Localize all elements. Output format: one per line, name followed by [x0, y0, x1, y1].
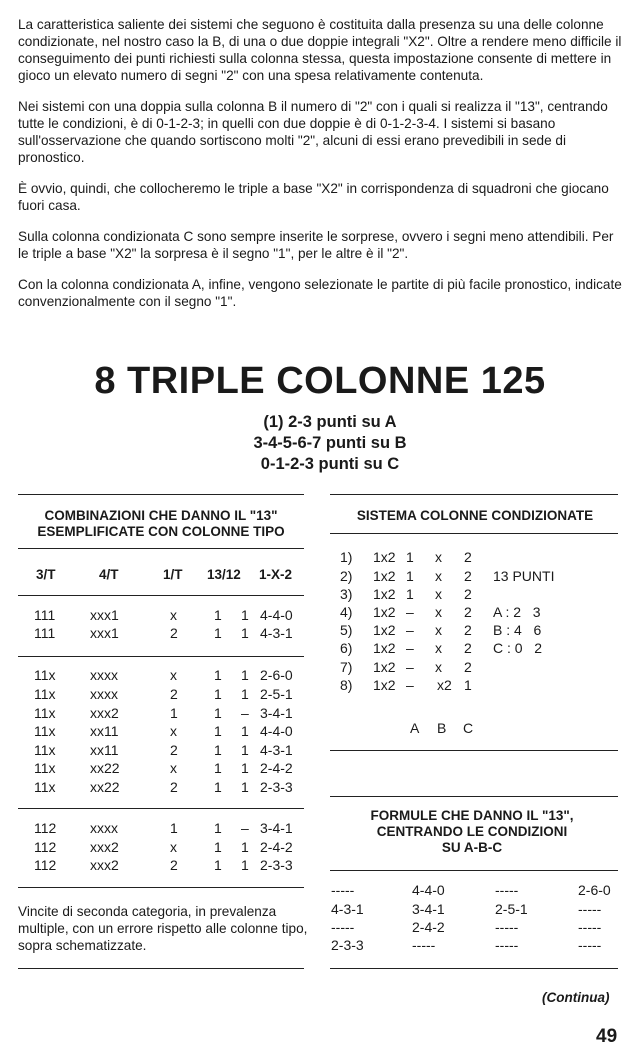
divider	[330, 494, 618, 495]
divider	[18, 808, 304, 809]
divider	[330, 870, 618, 871]
table-row: 11x xx22 2 1 1 2-3-3	[34, 779, 293, 795]
table-row: 112 xxxx 1 1 – 3-4-1	[34, 820, 293, 836]
system-row: 8) 1x2 – x2 1	[340, 677, 472, 693]
system-row: 4) 1x2 – x 2 A : 2 3	[340, 604, 541, 620]
formule-cell: 4-3-1	[331, 901, 364, 917]
divider	[18, 595, 304, 596]
header-4t: 4/T	[99, 567, 119, 582]
header-1x2: 1-X-2	[259, 567, 293, 582]
formule-cell: -----	[412, 937, 436, 953]
system-row: 5) 1x2 – x 2 B : 4 6	[340, 622, 542, 638]
column-label-c: C	[463, 720, 474, 736]
formule-cell: -----	[495, 919, 519, 935]
intro-text	[18, 16, 624, 324]
table-row: 111 xxx1 x 1 1 4-4-0	[34, 607, 293, 623]
table-row: 11x xxxx x 1 1 2-6-0	[34, 667, 293, 683]
intro-paragraph: Sulla colonna condizionata C sono sempre inserite le sorprese, ovvero i segni meno attendibili. Per le triple a base "X2" la sorpresa è il segno "1", per le altre è il "2".	[18, 229, 614, 261]
formule-cell: 3-4-1	[412, 901, 445, 917]
table-row: 112 xxx2 x 1 1 2-4-2	[34, 839, 293, 855]
combinazioni-heading	[18, 508, 304, 540]
intro-paragraph: Con la colonna condizionata A, infine, vengono selezionate le partite di più facile pronostico, indicate convenzionalmente con il segno "1".	[18, 277, 622, 309]
heading-line: SU A-B-C	[441, 840, 503, 855]
table-row: 11x xxxx 2 1 1 2-5-1	[34, 686, 293, 702]
formule-cell: -----	[578, 937, 602, 953]
continued-label: (Continua)	[542, 990, 610, 1005]
system-title: 8 TRIPLE COLONNE 125	[94, 360, 546, 402]
column-label-b: B	[437, 720, 447, 736]
heading-line: ESEMPLIFICATE CON COLONNE TIPO	[37, 524, 285, 539]
page-number: 49	[596, 1026, 618, 1047]
header-3t: 3/T	[36, 567, 56, 582]
subtitle-line: 0-1-2-3 punti su C	[260, 455, 400, 473]
table-row: 11x xx11 x 1 1 4-4-0	[34, 723, 293, 739]
formule-cell: 4-4-0	[412, 882, 445, 898]
system-row: 2) 1x2 1 x 2 13 PUNTI	[340, 568, 555, 584]
table-row: 11x xxx2 1 1 – 3-4-1	[34, 705, 293, 721]
formule-cell: 2-6-0	[578, 882, 611, 898]
system-row: 7) 1x2 – x 2	[340, 659, 472, 675]
table-row: 11x xx11 2 1 1 4-3-1	[34, 742, 293, 758]
sistema-heading: SISTEMA COLONNE CONDIZIONATE	[356, 508, 594, 523]
divider	[18, 548, 304, 549]
heading-line: FORMULE CHE DANNO IL "13",	[370, 808, 574, 823]
subtitle-line: 3-4-5-6-7 punti su B	[253, 434, 407, 452]
formule-cell: -----	[578, 919, 602, 935]
heading-line: COMBINAZIONI CHE DANNO IL "13"	[44, 508, 278, 523]
divider	[330, 533, 618, 534]
subtitle-line: (1) 2-3 punti su A	[263, 413, 397, 431]
formule-cell: -----	[495, 937, 519, 953]
table-row: 112 xxx2 2 1 1 2-3-3	[34, 857, 293, 873]
intro-paragraph: La caratteristica saliente dei sistemi che seguono è costituita dalla presenza su una delle colonne condizionate, nel nostro caso la B, di una o due doppie integrali "X2". Oltre a rendere meno difficile il conseguimento dei punti richiesti sulla colonna stessa, questa impostazione consente di mettere in gioco un elevato numero di segni "2" con una spesa relativamente contenuta.	[18, 17, 622, 83]
header-13-12: 13/12	[207, 567, 241, 582]
system-row: 6) 1x2 – x 2 C : 0 2	[340, 640, 543, 656]
divider	[18, 656, 304, 657]
formule-cell: 2-5-1	[495, 901, 528, 917]
formule-heading	[322, 808, 622, 856]
note-text: Vincite di seconda categoria, in prevalenza multiple, con un errore rispetto alle colonne tipo, sopra schematizzate.	[18, 904, 308, 953]
formule-cell: -----	[495, 882, 519, 898]
formule-cell: -----	[578, 901, 602, 917]
system-subtitle	[0, 412, 640, 475]
divider	[330, 750, 618, 751]
table-row: 11x xx22 x 1 1 2-4-2	[34, 760, 293, 776]
system-row: 3) 1x2 1 x 2	[340, 586, 472, 602]
formule-cell: 2-4-2	[412, 919, 445, 935]
heading-line: CENTRANDO LE CONDIZIONI	[376, 824, 568, 839]
intro-paragraph: Nei sistemi con una doppia sulla colonna B il numero di "2" con i quali si realizza il "13", centrando tutte le condizioni, è di 0-1-2-3; in quelli con due doppie è di 0-1-2-3-4. I sistemi si basano sull'osservazione che quando sortiscono molti "2", alcuni di essi erano prevedibili in sede di pronostico.	[18, 99, 608, 165]
formule-cell: -----	[331, 919, 355, 935]
header-1t: 1/T	[163, 567, 183, 582]
divider	[330, 796, 618, 797]
divider	[330, 968, 618, 969]
system-row: 1) 1x2 1 x 2	[340, 549, 472, 565]
divider	[18, 887, 304, 888]
column-label-a: A	[410, 720, 420, 736]
formule-cell: -----	[331, 882, 355, 898]
table-row: 111 xxx1 2 1 1 4-3-1	[34, 625, 293, 641]
formule-cell: 2-3-3	[331, 937, 364, 953]
divider	[18, 494, 304, 495]
intro-paragraph: È ovvio, quindi, che collocheremo le triple a base "X2" in corrispondenza di squadroni che giocano fuori casa.	[18, 181, 609, 213]
divider	[18, 968, 304, 969]
